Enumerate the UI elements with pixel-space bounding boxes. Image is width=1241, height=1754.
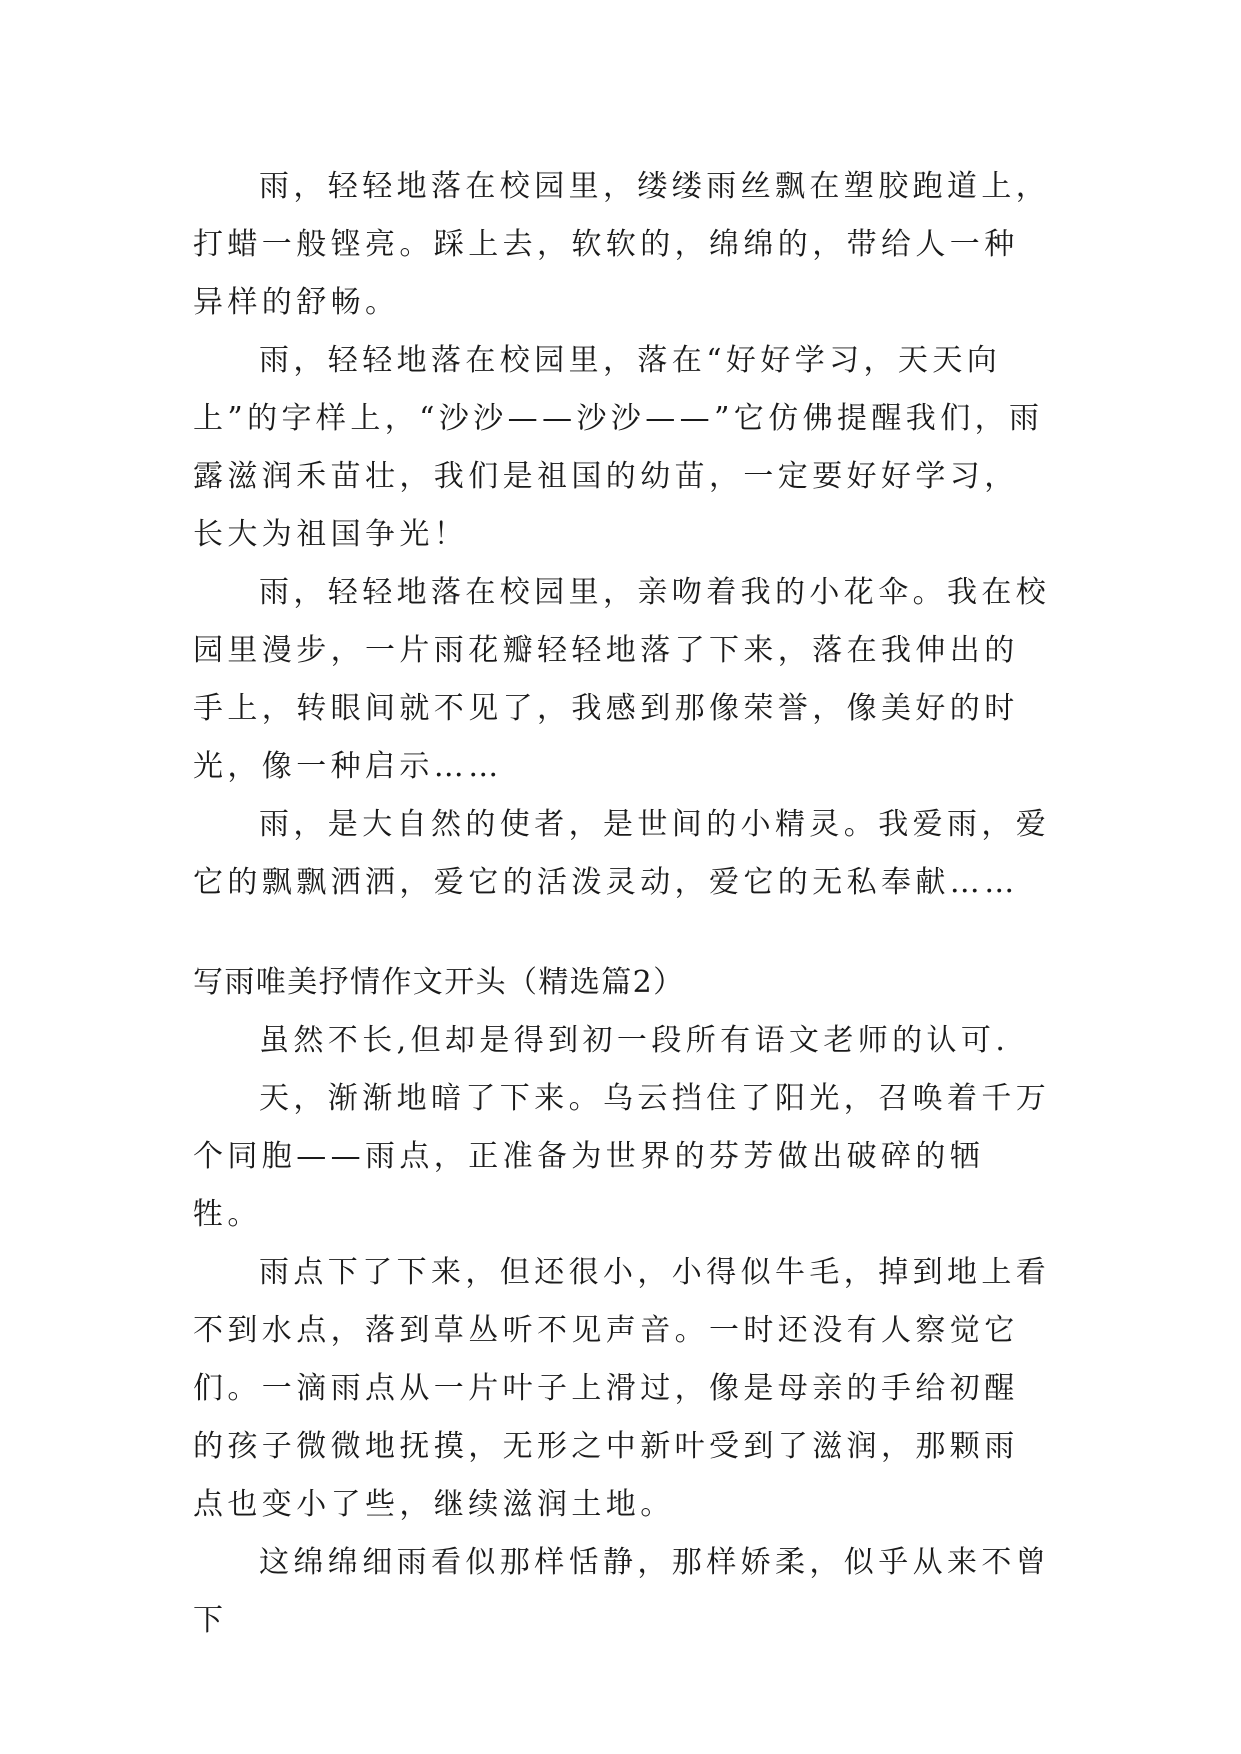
section-1: [193, 158, 1051, 912]
paragraph-raindrops: 雨点下了下来，但还很小，小得似牛毛，掉到地上看不到水点，落到草丛听不见声音。一时还没有人察觉它们。一滴雨点从一片叶子上滑过，像是母亲的手给初醒的孩子微微地抚摸，无形之中新叶受到了滋润，那颗雨点也变小了些，继续滋润土地。: [193, 1255, 1051, 1522]
paragraph-rain-messenger: 雨，是大自然的使者，是世间的小精灵。我爱雨，爱它的飘飘洒洒，爱它的活泼灵动，爱它的无私奉献……: [193, 807, 1051, 900]
paragraph-teacher-approval: 虽然不长,但却是得到初一段所有语文老师的认可.: [259, 1023, 1010, 1058]
paragraph-dark-clouds: 天，渐渐地暗了下来。乌云挡住了阳光，召唤着千万个同胞——雨点，正准备为世界的芬芳做出破碎的牺牲。: [193, 1081, 1051, 1232]
section-2: [193, 954, 1051, 1650]
section-heading: 写雨唯美抒情作文开头（精选篇2）: [193, 965, 685, 1000]
paragraph-rain-track: 雨，轻轻地落在校园里，缕缕雨丝飘在塑胶跑道上，打蜡一般铿亮。踩上去，软软的，绵绵的，带给人一种异样的舒畅。: [193, 169, 1051, 320]
paragraph-rain-slogan: 雨，轻轻地落在校园里，落在“好好学习，天天向上”的字样上，“沙沙——沙沙——”它仿佛提醒我们，雨露滋润禾苗壮，我们是祖国的幼苗，一定要好好学习，长大为祖国争光！: [193, 343, 1044, 552]
paragraph-drizzle: 这绵绵细雨看似那样恬静，那样娇柔，似乎从来不曾下: [193, 1545, 1051, 1638]
paragraph-rain-umbrella: 雨，轻轻地落在校园里，亲吻着我的小花伞。我在校园里漫步，一片雨花瓣轻轻地落了下来，落在我伸出的手上，转眼间就不见了，我感到那像荣誉，像美好的时光，像一种启示……: [193, 575, 1051, 784]
